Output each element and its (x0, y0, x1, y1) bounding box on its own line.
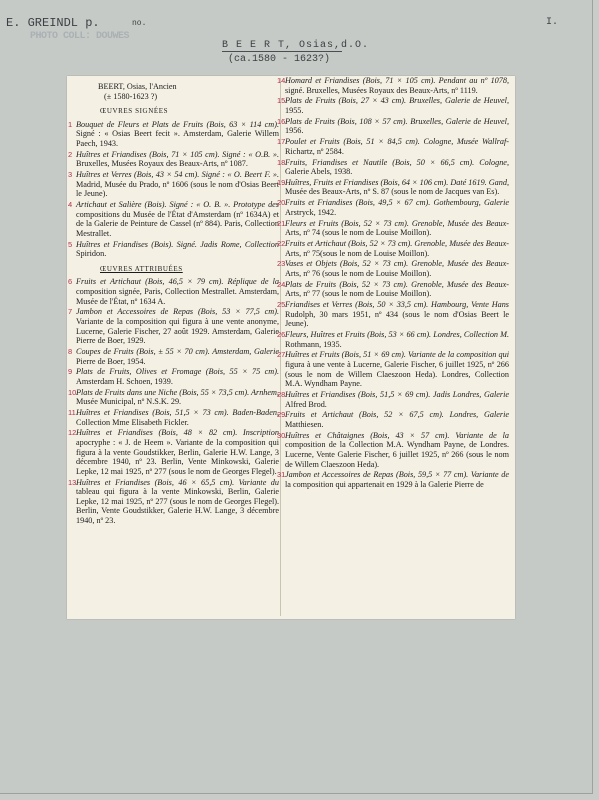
subject-name: B E E R T, Osias,d.O. (222, 40, 370, 51)
entry-text: Huîtres et Friandises (Bois, 46 × 65,5 cm). Variante du tableau qui figura à la vente Minkowski, Berlin, Galerie Lepke, 12 mai 1925, nº 277 (sous le nom de Georges Flegel). Berlin, Vente Goudstikker, Galerie H.W. Lange, 3 décembre 1940, nº 23. (76, 477, 279, 525)
entry-text: Fleurs et Fruits (Bois, 52 × 73 cm). Grenoble, Musée des Beaux-Arts, nº 74 (sous le nom de Louise Moillon). (285, 218, 509, 238)
catalogue-entry (68, 307, 279, 346)
entry-text: Fleurs, Huîtres et Fruits (Bois, 53 × 66 cm). Londres, Collection M. Rothmann, 1935. (285, 330, 509, 349)
entry-text: Friandises et Verres (Bois, 50 × 33,5 cm). Hambourg, Vente Hans Rudolph, 30 mars 1951, nº 434 (sous le nom d'Osias Beert le Jeune). (285, 300, 509, 329)
entry-text: Plats de Fruits dans une Niche (Bois, 55 × 73,5 cm). Arnhem, Musée Municipal, nº N.S.K. 29. (76, 387, 279, 407)
section-attributed-works: ŒUVRES ATTRIBUÉES (100, 264, 183, 273)
entry-text: Huîtres et Friandises (Bois, 71 × 105 cm). Signé : « O.B. ». Bruxelles, Musées Royaux des Beaux-Arts, nº 1087. (76, 149, 279, 169)
handwritten-number-mark: 4 (68, 200, 73, 210)
handwritten-number-mark: 2 (68, 149, 73, 159)
handwritten-number-mark: 25 (277, 300, 286, 310)
no-field: no. (132, 19, 147, 28)
catalogue-entry (277, 96, 509, 115)
entry-text: Huîtres et Verres (Bois, 43 × 54 cm). Signé : « O. Beert F. ». Madrid, Musée du Prado, nº 1606 (sous le nom d'Osias Beert le Jeune). (76, 170, 279, 199)
handwritten-number-mark: 11 (68, 408, 76, 418)
handwritten-number-mark: 12 (68, 428, 77, 438)
catalogue-entry (277, 279, 509, 299)
handwritten-number-mark: 13 (68, 477, 77, 487)
entry-text: Bouquet de Fleurs et Plats de Fruits (Bois, 63 × 114 cm). Signé : « Osias Beert fecit ». Amsterdam, Galerie Willem Paech, 1943. (76, 119, 279, 148)
handwritten-number-mark: 20 (277, 198, 286, 208)
entry-text: Plats de Fruits (Bois, 52 × 73 cm). Grenoble, Musée des Beaux-Arts, nº 77 (sous le nom de Louise Moillon). (285, 279, 509, 299)
entry-text: Huîtres et Friandises (Bois, 51,5 × 73 cm). Baden-Baden, Collection Mme Elisabeth Fickler. (76, 408, 279, 427)
handwritten-number-mark: 7 (68, 307, 73, 317)
catalogue-entry (68, 346, 279, 366)
handwritten-number-mark: 23 (277, 259, 286, 269)
catalogue-entry (277, 350, 509, 389)
handwritten-number-mark: 8 (68, 346, 73, 356)
catalogue-entry (68, 119, 279, 149)
catalogue-entry (277, 76, 509, 95)
photo-collection-stamp: PHOTO COLL: DOUWES (30, 31, 130, 42)
handwritten-number-mark: 19 (277, 177, 286, 187)
entry-text: Huîtres et Fruits (Bois, 51 × 69 cm). Variante de la composition qui figura à une vente à Lucerne, Galerie Fischer, 6 juillet 1925, nº 266 (sous le nom de Willem Claeszoon Heda). Londres, Collection M.A. Wyndham Payne. (285, 350, 509, 389)
catalogue-entry (277, 239, 509, 258)
catalogue-entry (277, 470, 509, 489)
catalogue-entry (277, 300, 509, 329)
handwritten-number-mark: 5 (68, 239, 73, 249)
entry-text: Fruits et Artichaut (Bois, 46,5 × 79 cm). Réplique de la composition signée, Paris, Collection Mestrallet. Amsterdam, Musée de l'État, nº 1634 A. (76, 277, 279, 306)
catalogue-entry (277, 157, 509, 177)
catalogue-entry (277, 430, 509, 469)
entry-text: Huîtres et Friandises (Bois, 51,5 × 69 cm). Jadis Londres, Galerie Alfred Brod. (285, 390, 509, 409)
handwritten-number-mark: 28 (277, 390, 286, 400)
handwritten-number-mark: 17 (277, 137, 286, 147)
handwritten-number-mark: 14 (277, 76, 286, 85)
subject-dates: (ca.1580 - 1623?) (228, 54, 331, 65)
entry-text: Coupes de Fruits (Bois, ± 55 × 70 cm). Amsterdam, Galerie Pierre de Boer, 1954. (76, 346, 279, 366)
entry-text: Fruits et Artichaut (Bois, 52 × 67,5 cm). Londres, Galerie Matthiesen. (285, 410, 509, 429)
handwritten-number-mark: 10 (68, 387, 77, 397)
artist-field: E. GREINDL p. (6, 16, 100, 30)
entry-text: Huîtres, Fruits et Friandises (Bois, 64 × 106 cm). Daté 1619. Gand, Musée des Beaux-Arts, nº S. 87 (sous le nom de Jacques van Es). (285, 177, 509, 197)
handwritten-number-mark: 29 (277, 410, 286, 420)
attributed-works-list-continued (277, 76, 509, 490)
entry-text: Poulet et Fruits (Bois, 51 × 84,5 cm). Cologne, Musée Wallraf-Richartz, nº 2584. (285, 137, 509, 156)
entry-text: Plats de Fruits (Bois, 108 × 57 cm). Bruxelles, Galerie de Heuvel, 1956. (285, 116, 509, 136)
catalogue-entry (68, 367, 279, 386)
attributed-works-list (68, 277, 279, 525)
handwritten-number-mark: 26 (277, 330, 286, 340)
handwritten-number-mark: 16 (277, 116, 286, 126)
subject-name-underline (222, 51, 342, 52)
clipping-left-column (68, 76, 279, 619)
handwritten-number-mark: 22 (277, 239, 286, 248)
catalogue-entry (277, 259, 509, 278)
catalogue-entry (68, 200, 279, 238)
entry-text: Homard et Friandises (Bois, 71 × 105 cm). Pendant au nº 1078, signé. Bruxelles, Musées Royaux des Beaux-Arts, nº 1119. (285, 76, 509, 95)
catalogue-clipping (67, 76, 515, 619)
catalogue-entry (68, 239, 279, 259)
catalogue-entry (277, 116, 509, 136)
entry-text: Plats de Fruits (Bois, 27 × 43 cm). Bruxelles, Galerie de Heuvel, 1955. (285, 96, 509, 115)
handwritten-number-mark: 3 (68, 170, 73, 180)
entry-text: Fruits et Friandises (Bois, 49,5 × 67 cm). Gothembourg, Galerie Arstryck, 1942. (285, 198, 509, 217)
catalogue-entry (277, 177, 509, 197)
handwritten-number-mark: 6 (68, 277, 73, 287)
catalogue-entry (277, 330, 509, 349)
entry-text: Plats de Fruits, Olives et Fromage (Bois, 55 × 75 cm). Amsterdam H. Schoen, 1939. (76, 367, 279, 386)
catalogue-entry (68, 477, 279, 526)
catalogue-entry (68, 170, 279, 199)
clipping-heading-name: BEERT, Osias, l'Ancien (98, 82, 177, 91)
catalogue-entry (68, 149, 279, 169)
entry-text: Vases et Objets (Bois, 52 × 73 cm). Grenoble, Musée des Beaux-Arts, nº 76 (sous le nom de Louise Moillon). (285, 259, 509, 278)
catalogue-entry (277, 410, 509, 429)
catalogue-entry (68, 387, 279, 407)
entry-text: Huîtres et Châtaignes (Bois, 43 × 57 cm). Variante de la composition de la Collection M.A. Wyndham Payne, de Londres. Lucerne, Vente Galerie Fischer, 6 juillet 1925, nº 266 (sous le nom de Willem Claeszoon Heda). (285, 430, 509, 469)
handwritten-number-mark: 1 (68, 119, 73, 129)
clipping-right-column (277, 76, 509, 619)
handwritten-number-mark: 30 (277, 430, 286, 440)
entry-text: Jambon et Accessoires de Repas (Bois, 53 × 77,5 cm). Variante de la composition qui figura à une vente anonyme, Lucerne, Galerie Fischer, 27 août 1929. Amsterdam, Galerie Pierre de Boer, 1929. (76, 307, 279, 346)
handwritten-number-mark: 27 (277, 350, 286, 360)
catalogue-entry (277, 198, 509, 217)
entry-text: Huîtres et Friandises (Bois, 48 × 82 cm). Inscription apocryphe : « J. de Heem ». Variante de la composition qui figura à la vente Goudstikker, Berlin, Galerie H.W. Lange, 3 décembre 1940, nº 23. Berlin, Vente Minkowski, Galerie Lepke, 12 mai 1925, nº 277 (sous le nom de Georges Flegel). (76, 428, 279, 476)
handwritten-number-mark: 24 (277, 279, 286, 289)
handwritten-number-mark: 15 (277, 96, 286, 106)
catalogue-entry (277, 390, 509, 409)
card-number: I. (546, 17, 559, 28)
clipping-heading-dates: (± 1580-1623 ?) (104, 91, 158, 101)
catalogue-entry (68, 277, 279, 306)
handwritten-number-mark: 18 (277, 157, 286, 167)
signed-works-list (68, 119, 279, 259)
section-signed-works: ŒUVRES SIGNÉES (100, 107, 169, 116)
catalogue-entry (68, 428, 279, 476)
entry-text: Fruits et Artichaut (Bois, 52 × 73 cm). Grenoble, Musée des Beaux-Arts, nº 75(sous le nom de Louise Moillon). (285, 239, 509, 258)
entry-text: Artichaut et Salière (Bois). Signé : « O. B. ». Prototype des compositions du Musée de l'État d'Amsterdam (nº 1634A) et de la Galerie de Peinture de Cassel (nº 884). Paris, Collection Mestrallet. (76, 200, 279, 238)
catalogue-entry (277, 218, 509, 238)
entry-text: Jambon et Accessoires de Repas (Bois, 59,5 × 77 cm). Variante de la composition qui appartenait en 1929 à la Galerie Pierre de (285, 470, 509, 489)
catalogue-entry (68, 408, 279, 427)
handwritten-number-mark: 9 (68, 367, 73, 377)
catalogue-entry (277, 137, 509, 156)
handwritten-number-mark: 31 (277, 470, 286, 480)
entry-text: Huîtres et Friandises (Bois). Signé. Jadis Rome, Collection Spiridon. (76, 239, 279, 259)
handwritten-number-mark: 21 (277, 218, 286, 228)
entry-text: Fruits, Friandises et Nautile (Bois, 50 × 66,5 cm). Cologne, Galerie Abels, 1938. (285, 157, 509, 177)
